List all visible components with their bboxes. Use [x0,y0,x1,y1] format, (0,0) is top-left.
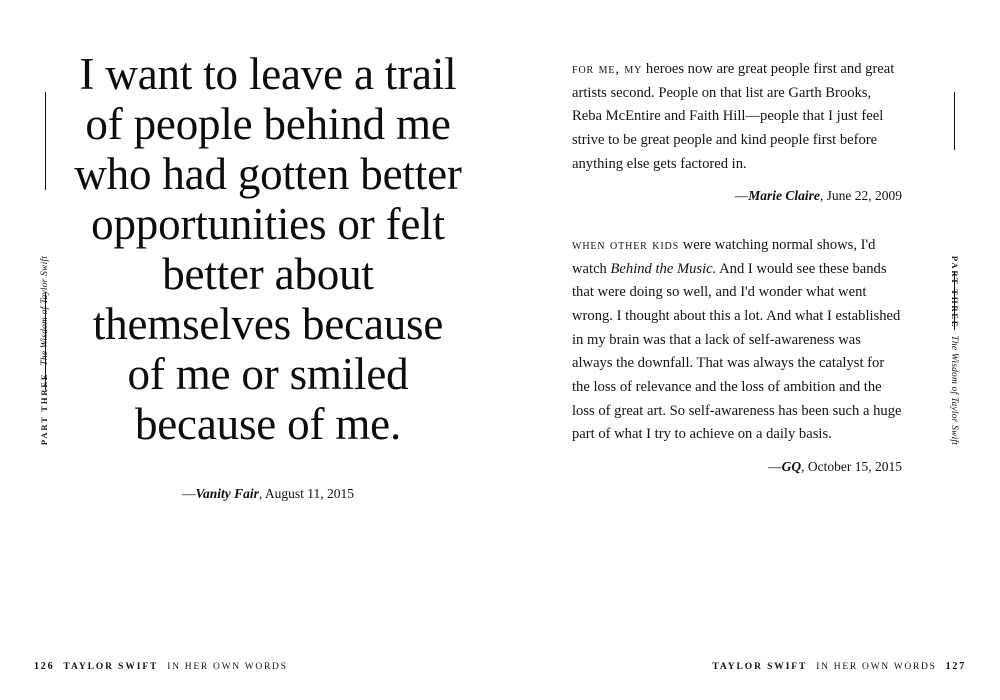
attribution-dash: — [768,458,782,474]
page-number-right: 127 [945,661,966,672]
quote-block-2 [572,234,902,475]
attribution-source: Marie Claire [748,188,820,204]
attribution-date: , June 22, 2009 [819,188,902,204]
quote-body: heroes now are great people first and great artists second. People on that list are Garth Brooks, Reba McEntire and Faith Hill—people that I just feel strive to be great people and kind people first before anything else gets factored in. [572,61,895,172]
attribution-date: , August 11, 2015 [258,485,355,501]
footer-book-subtitle: IN HER OWN WORDS [167,662,288,672]
footer-book-subtitle: IN HER OWN WORDS [816,662,937,672]
attribution-source: GQ [781,458,802,474]
pullquote-attribution [72,486,464,502]
running-head-title: The Wisdom of Taylor Swift [40,255,51,366]
running-head-left [28,0,62,700]
text-column [572,58,902,505]
quote-body-part-1: were watching normal shows, I'd watch [572,237,876,277]
running-head-part: PART THREE [950,255,961,328]
small-caps-lead: for me, my [572,61,643,77]
quote-block-1 [572,58,902,204]
footer-left [34,661,288,672]
page-number-left: 126 [34,661,55,672]
attribution-date: , October 15, 2015 [801,458,902,474]
quote-italic-title: Behind the Music. [610,260,717,277]
pullquote-block [72,50,464,502]
attribution-source: Vanity Fair [195,485,259,501]
running-head-part: PART THREE [39,372,50,445]
running-head-title: The Wisdom of Taylor Swift [949,334,960,445]
right-page [500,0,1000,700]
quote-attribution-1 [572,188,902,204]
quote-attribution-2 [572,459,902,475]
footer-book-name: TAYLOR SWIFT [712,662,808,672]
attribution-dash: — [181,485,196,501]
quote-body-part-2: And I would see these bands that were doing so well, and I'd wonder what went wrong. I thought about this a lot. And what I established in my brain was that a lack of self-awareness was always the downfall. That was always the catalyst for the loss of relevance and the loss of ambition and the loss of great art. So self-awareness has been such a huge part of what I try to achieve on a daily basis. [572,260,902,443]
small-caps-lead: when other kids [572,237,680,254]
attribution-dash: — [734,188,749,204]
quote-paragraph-1 [572,58,902,176]
running-head-right [938,0,972,700]
pullquote-text: I want to leave a trail of people behind me who had gotten better opportunities or felt better about themselves because of me or smiled because of me. [74,49,462,449]
footer-right [712,661,966,672]
footer-book-name: TAYLOR SWIFT [63,662,159,672]
quote-paragraph-2 [572,234,902,447]
